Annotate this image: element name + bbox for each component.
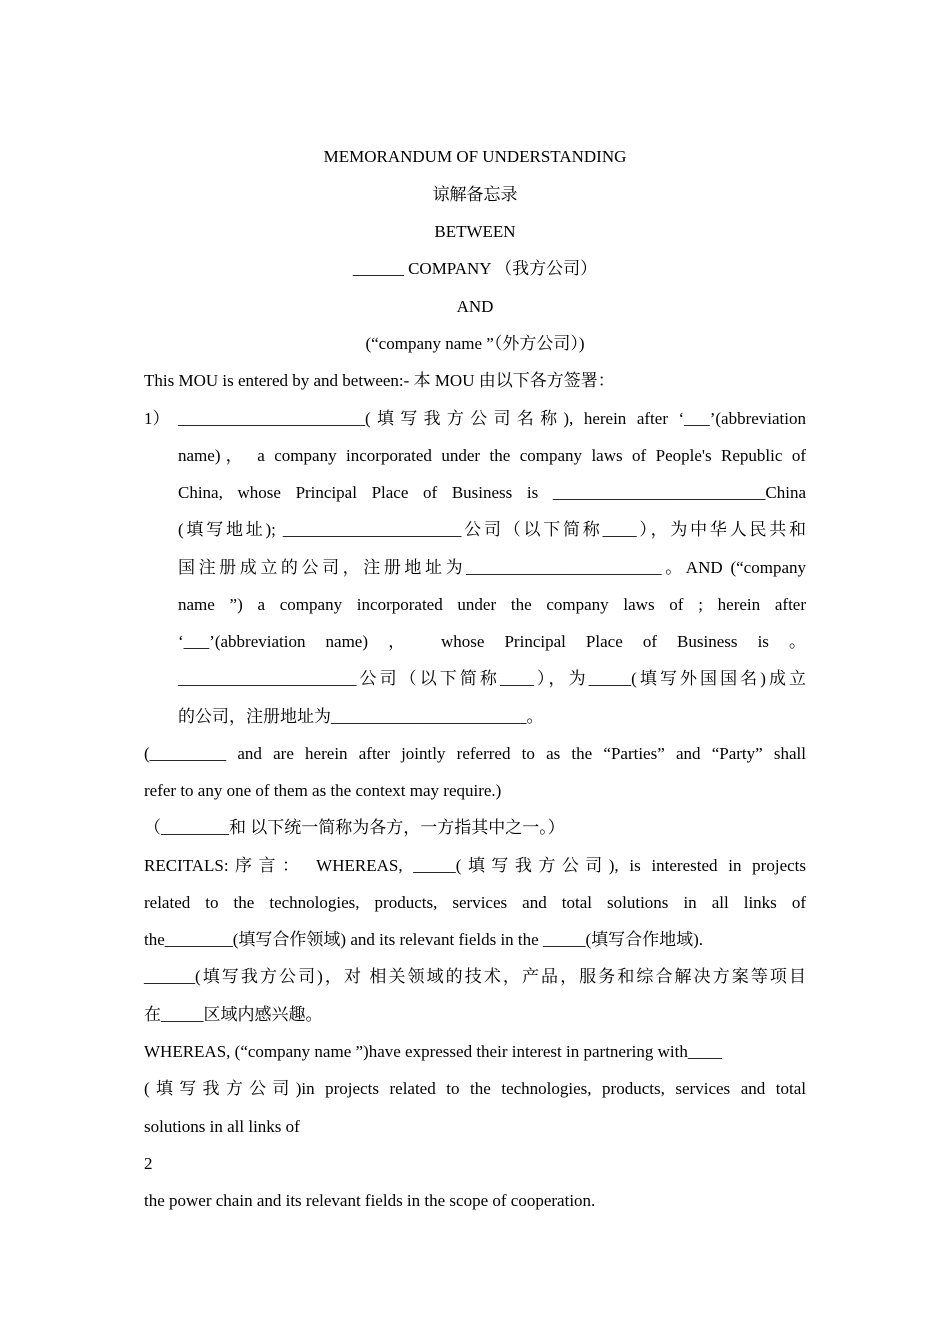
parties-line: refer to any one of them as the context may require.)	[144, 781, 502, 800]
parties-line: (_________ and are herein after jointly referred to as the “Parties” and “Party” shall	[144, 744, 806, 763]
party-one-heading: ______ COMPANY （我方公司）	[352, 259, 598, 278]
recitals-line: ______(填写我方公司)，对 相关领域的技术，产品，服务和综合解决方案等项目	[144, 967, 806, 986]
clause-line: name ”) a company incorporated under the company laws of ; herein after	[178, 595, 806, 614]
document-title-zh: 谅解备忘录	[432, 185, 518, 204]
recitals-line: RECITALS:序言： WHEREAS, _____(填写我方公司), is interested in projects	[144, 856, 806, 875]
clause-number: 1）	[144, 409, 170, 428]
recitals-line: WHEREAS, (“company name ”)have expressed their interest in partnering with____	[144, 1042, 722, 1061]
recitals-line: solutions in all links of	[144, 1117, 300, 1136]
clause-line: (填写地址); _____________________公司（以下简称____），为中华人民共和	[178, 520, 806, 539]
page-number: 2	[144, 1154, 153, 1173]
recitals-line: related to the technologies, products, services and total solutions in all links of	[144, 893, 806, 912]
clause-line: ______________________(填写我方公司名称), herein after ‘___’(abbreviation	[178, 409, 806, 428]
clause-line: name)， a company incorporated under the company laws of People's Republic of	[178, 446, 806, 465]
party-two-heading: (“company name ”（外方公司）)	[365, 334, 585, 353]
intro-line: This MOU is entered by and between:- 本 MOU 由以下各方签署：	[144, 371, 615, 390]
recitals-line: the________(填写合作领域) and its relevant fields in the _____(填写合作地域).	[144, 930, 704, 949]
clause-line: China, whose Principal Place of Business is _________________________China	[178, 483, 806, 502]
clause-line: _____________________公司（以下简称____），为_____(填写外国国名)成立	[178, 669, 806, 688]
parties-line-zh: （________和 以下统一简称为各方，一方指其中之一。）	[144, 818, 565, 837]
clause-line: 的公司，注册地址为_______________________。	[178, 707, 544, 726]
recitals-line: (填写我方公司)in projects related to the technologies, products, services and total	[144, 1079, 806, 1098]
continuation-line: the power chain and its relevant fields in the scope of cooperation.	[144, 1191, 596, 1210]
document-title: MEMORANDUM OF UNDERSTANDING	[323, 147, 627, 166]
between-label: BETWEEN	[434, 222, 516, 241]
clause-line: ‘___’(abbreviation name) ， whose Principal Place of Business is 。	[178, 632, 806, 651]
recitals-line: 在_____区域内感兴趣。	[144, 1005, 323, 1024]
and-label: AND	[456, 297, 494, 316]
clause-line: 国注册成立的公司，注册地址为_______________________。AND (“company	[178, 558, 806, 577]
